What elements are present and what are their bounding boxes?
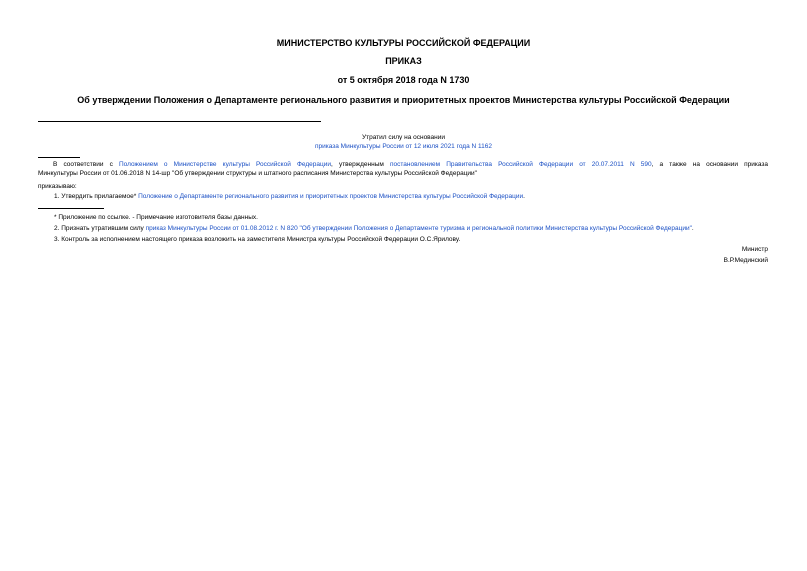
divider-short	[38, 157, 80, 158]
item-1-end: .	[523, 193, 525, 200]
item-1	[54, 192, 525, 201]
regulation-appendix-link[interactable]: Положение о Департаменте регионального развития и приоритетных проектов Министерства культуры Российской Федерации	[138, 193, 524, 200]
government-decree-link[interactable]: постановлением Правительства Российской Федерации от 20.07.2011 N 590	[390, 161, 652, 168]
document-title: Об утверждении Положения о Департаменте регионального развития и приоритетных проектов Министерства культуры Российской Федерации	[77, 95, 730, 105]
item-2-text: 2. Признать утратившим силу	[54, 225, 146, 232]
preamble-line-2: Минкультуры России от 01.06.2018 N 14-шр "Об утверждении структуры и штатного расписания Министерства культуры Российской Федерации"	[38, 170, 477, 177]
preamble-line-1	[38, 160, 768, 169]
footnote: * Приложение по ссылке. - Примечание изготовителя базы данных.	[54, 214, 258, 221]
item-1-text: 1. Утвердить прилагаемое*	[54, 193, 139, 200]
date-number-heading: от 5 октября 2018 года N 1730	[337, 75, 470, 85]
preamble-text-3: , а также на основании приказа	[651, 161, 769, 168]
divider-long	[38, 121, 321, 122]
signature-position: Министр	[741, 246, 768, 253]
item-3: 3. Контроль за исполнением настоящего приказа возложить на заместителя Министра культуры Российской Федерации О.С.Ярилову.	[54, 236, 461, 243]
lost-force-link[interactable]: приказа Минкультуры России от 12 июля 2021 года N 1162	[314, 143, 492, 150]
doc-type-heading: ПРИКАЗ	[385, 56, 422, 66]
repealed-order-link[interactable]: приказ Минкультуры России от 01.08.2012 г. N 820 "Об утверждении Положения о Департаменте туризма и региональной политики Министерства культуры Российской Федерации"	[145, 225, 692, 232]
preamble-text-1: В соответствии с	[53, 161, 119, 168]
lost-force-note: Утратил силу на основании	[361, 134, 446, 141]
regulation-link[interactable]: Положением о Министерстве культуры Российской Федерации	[118, 161, 332, 168]
ministry-heading: МИНИСТЕРСТВО КУЛЬТУРЫ РОССИЙСКОЙ ФЕДЕРАЦИИ	[276, 38, 531, 48]
item-2	[54, 224, 694, 233]
item-2-end: .	[691, 225, 694, 232]
signature-name: В.Р.Мединский	[723, 257, 768, 264]
preamble-text-2: , утвержденным	[331, 161, 390, 168]
footnote-divider	[38, 208, 104, 209]
preamble-paragraph	[38, 160, 768, 178]
order-label: приказываю:	[38, 183, 77, 190]
lost-force-link-line	[0, 142, 807, 151]
